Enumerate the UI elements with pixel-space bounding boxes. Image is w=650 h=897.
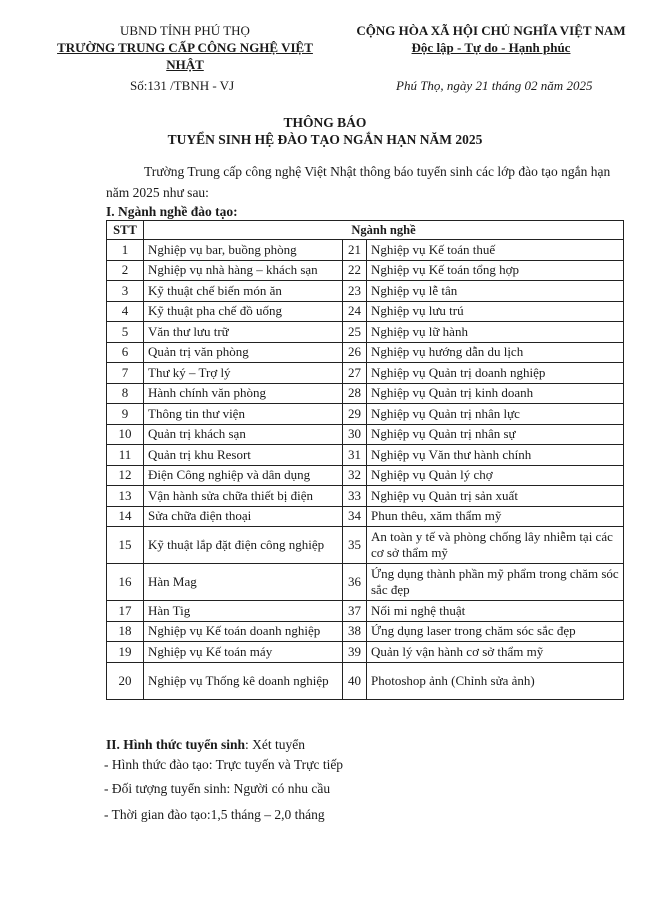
program-name-right: Nghiệp vụ lưu trú bbox=[367, 301, 624, 322]
program-name-left: Hàn Tig bbox=[144, 601, 343, 622]
header-stt: STT bbox=[107, 221, 144, 240]
row-number-right: 33 bbox=[343, 486, 367, 507]
issuer-authority: UBND TỈNH PHÚ THỌ bbox=[120, 23, 250, 38]
program-name-right: Nghiệp vụ Kế toán thuế bbox=[367, 240, 624, 261]
row-number-left: 16 bbox=[107, 564, 144, 601]
row-number-left: 3 bbox=[107, 281, 144, 302]
row-number-right: 32 bbox=[343, 465, 367, 486]
program-name-left: Vận hành sửa chữa thiết bị điện bbox=[144, 486, 343, 507]
program-name-right: Nghiệp vụ Văn thư hành chính bbox=[367, 445, 624, 466]
table-row bbox=[107, 621, 624, 642]
row-number-left: 11 bbox=[107, 445, 144, 466]
row-number-right: 39 bbox=[343, 642, 367, 663]
row-number-left: 14 bbox=[107, 506, 144, 527]
document-date: Phú Thọ, ngày 21 tháng 02 năm 2025 bbox=[396, 78, 593, 93]
program-name-left: Kỹ thuật chế biến món ăn bbox=[144, 281, 343, 302]
row-number-right: 30 bbox=[343, 424, 367, 445]
row-number-left: 15 bbox=[107, 527, 144, 564]
program-name-right: Ứng dụng thành phần mỹ phẩm trong chăm sóc sắc đẹp bbox=[367, 564, 624, 601]
row-number-left: 6 bbox=[107, 342, 144, 363]
program-name-right: Nghiệp vụ Quản trị nhân sự bbox=[367, 424, 624, 445]
row-number-left: 4 bbox=[107, 301, 144, 322]
row-number-right: 38 bbox=[343, 621, 367, 642]
issuer-block bbox=[40, 22, 330, 73]
row-number-left: 20 bbox=[107, 662, 144, 699]
row-number-right: 40 bbox=[343, 662, 367, 699]
table-row bbox=[107, 662, 624, 699]
row-number-left: 2 bbox=[107, 260, 144, 281]
row-number-right: 37 bbox=[343, 601, 367, 622]
section-2-label: II. Hình thức tuyển sinh bbox=[106, 737, 246, 752]
training-mode: - Hình thức đào tạo: Trực tuyến và Trực tiếp bbox=[104, 757, 344, 772]
program-name-right: Nghiệp vụ lữ hành bbox=[367, 322, 624, 343]
row-number-left: 8 bbox=[107, 383, 144, 404]
program-name-right: Nối mi nghệ thuật bbox=[367, 601, 624, 622]
table-row bbox=[107, 342, 624, 363]
section-2-value: : Xét tuyển bbox=[245, 737, 306, 752]
program-name-left: Thư ký – Trợ lý bbox=[144, 363, 343, 384]
program-name-left: Kỹ thuật lắp đặt điện công nghiệp bbox=[144, 527, 343, 564]
program-name-right: Photoshop ảnh (Chỉnh sửa ảnh) bbox=[367, 662, 624, 699]
program-name-left: Quản trị văn phòng bbox=[144, 342, 343, 363]
program-name-left: Kỹ thuật pha chế đồ uống bbox=[144, 301, 343, 322]
program-name-right: Ứng dụng laser trong chăm sóc sắc đẹp bbox=[367, 621, 624, 642]
table-row bbox=[107, 424, 624, 445]
row-number-right: 35 bbox=[343, 527, 367, 564]
program-name-right: Quản lý vận hành cơ sở thẩm mỹ bbox=[367, 642, 624, 663]
program-name-right: Nghiệp vụ Quản trị kinh doanh bbox=[367, 383, 624, 404]
program-name-left: Nghiệp vụ nhà hàng – khách sạn bbox=[144, 260, 343, 281]
table-row bbox=[107, 506, 624, 527]
program-name-right: Nghiệp vụ lễ tân bbox=[367, 281, 624, 302]
row-number-left: 19 bbox=[107, 642, 144, 663]
row-number-left: 1 bbox=[107, 240, 144, 261]
row-number-right: 23 bbox=[343, 281, 367, 302]
program-name-left: Quản trị khách sạn bbox=[144, 424, 343, 445]
programs-table bbox=[106, 220, 624, 700]
table-row bbox=[107, 240, 624, 261]
national-motto: Độc lập - Tự do - Hạnh phúc bbox=[411, 40, 571, 55]
row-number-right: 29 bbox=[343, 404, 367, 425]
national-motto-block bbox=[352, 22, 630, 56]
table-row bbox=[107, 465, 624, 486]
table-row bbox=[107, 564, 624, 601]
intro-paragraph: Trường Trung cấp công nghệ Việt Nhật thông báo tuyển sinh các lớp đào tạo ngắn hạn năm 2025 như sau: bbox=[106, 164, 611, 200]
row-number-right: 27 bbox=[343, 363, 367, 384]
document-number: Số:131 /TBNH - VJ bbox=[130, 78, 235, 93]
target-audience: - Đối tượng tuyển sinh: Người có nhu cầu bbox=[104, 781, 331, 796]
table-row bbox=[107, 642, 624, 663]
row-number-right: 26 bbox=[343, 342, 367, 363]
table-row bbox=[107, 260, 624, 281]
program-name-left: Hành chính văn phòng bbox=[144, 383, 343, 404]
program-name-right: Nghiệp vụ Kế toán tổng hợp bbox=[367, 260, 624, 281]
row-number-right: 21 bbox=[343, 240, 367, 261]
row-number-left: 18 bbox=[107, 621, 144, 642]
table-row bbox=[107, 527, 624, 564]
table-row bbox=[107, 445, 624, 466]
program-name-right: Nghiệp vụ Quản lý chợ bbox=[367, 465, 624, 486]
national-title: CỘNG HÒA XÃ HỘI CHỦ NGHĨA VIỆT NAM bbox=[356, 23, 626, 38]
issuer-school: TRƯỜNG TRUNG CẤP CÔNG NGHỆ VIỆT NHẬT bbox=[57, 40, 313, 72]
row-number-left: 5 bbox=[107, 322, 144, 343]
program-name-left: Nghiệp vụ Kế toán máy bbox=[144, 642, 343, 663]
program-name-left: Hàn Mag bbox=[144, 564, 343, 601]
table-row bbox=[107, 301, 624, 322]
row-number-right: 28 bbox=[343, 383, 367, 404]
table-row bbox=[107, 322, 624, 343]
program-name-left: Nghiệp vụ bar, buồng phòng bbox=[144, 240, 343, 261]
table-row bbox=[107, 404, 624, 425]
table-row bbox=[107, 363, 624, 384]
program-name-left: Nghiệp vụ Thống kê doanh nghiệp bbox=[144, 662, 343, 699]
row-number-left: 7 bbox=[107, 363, 144, 384]
row-number-right: 22 bbox=[343, 260, 367, 281]
program-name-right: An toàn y tế và phòng chống lây nhiễm tại các cơ sở thẩm mỹ bbox=[367, 527, 624, 564]
table-row bbox=[107, 281, 624, 302]
program-name-right: Nghiệp vụ Quản trị doanh nghiệp bbox=[367, 363, 624, 384]
program-name-left: Điện Công nghiệp và dân dụng bbox=[144, 465, 343, 486]
row-number-right: 24 bbox=[343, 301, 367, 322]
program-name-right: Nghiệp vụ hướng dẫn du lịch bbox=[367, 342, 624, 363]
program-name-right: Nghiệp vụ Quản trị sản xuất bbox=[367, 486, 624, 507]
programs-table-body bbox=[107, 240, 624, 700]
row-number-left: 17 bbox=[107, 601, 144, 622]
header-program: Ngành nghề bbox=[144, 221, 624, 240]
program-name-right: Nghiệp vụ Quản trị nhân lực bbox=[367, 404, 624, 425]
notice-title: THÔNG BÁO bbox=[283, 115, 367, 130]
row-number-left: 10 bbox=[107, 424, 144, 445]
program-name-left: Sửa chữa điện thoại bbox=[144, 506, 343, 527]
row-number-right: 31 bbox=[343, 445, 367, 466]
table-row bbox=[107, 601, 624, 622]
program-name-left: Thông tin thư viện bbox=[144, 404, 343, 425]
section-1-heading: I. Ngành nghề đào tạo: bbox=[106, 204, 238, 219]
row-number-right: 25 bbox=[343, 322, 367, 343]
program-name-left: Nghiệp vụ Kế toán doanh nghiệp bbox=[144, 621, 343, 642]
program-name-left: Quản trị khu Resort bbox=[144, 445, 343, 466]
table-header-row bbox=[107, 221, 624, 240]
row-number-right: 34 bbox=[343, 506, 367, 527]
table-row bbox=[107, 486, 624, 507]
training-duration: - Thời gian đào tạo:1,5 tháng – 2,0 tháng bbox=[104, 807, 325, 822]
section-2-heading bbox=[106, 737, 305, 753]
row-number-left: 13 bbox=[107, 486, 144, 507]
table-row bbox=[107, 383, 624, 404]
program-name-left: Văn thư lưu trữ bbox=[144, 322, 343, 343]
notice-subtitle: TUYỂN SINH HỆ ĐÀO TẠO NGẮN HẠN NĂM 2025 bbox=[167, 132, 483, 147]
row-number-left: 12 bbox=[107, 465, 144, 486]
row-number-left: 9 bbox=[107, 404, 144, 425]
row-number-right: 36 bbox=[343, 564, 367, 601]
program-name-right: Phun thêu, xăm thẩm mỹ bbox=[367, 506, 624, 527]
